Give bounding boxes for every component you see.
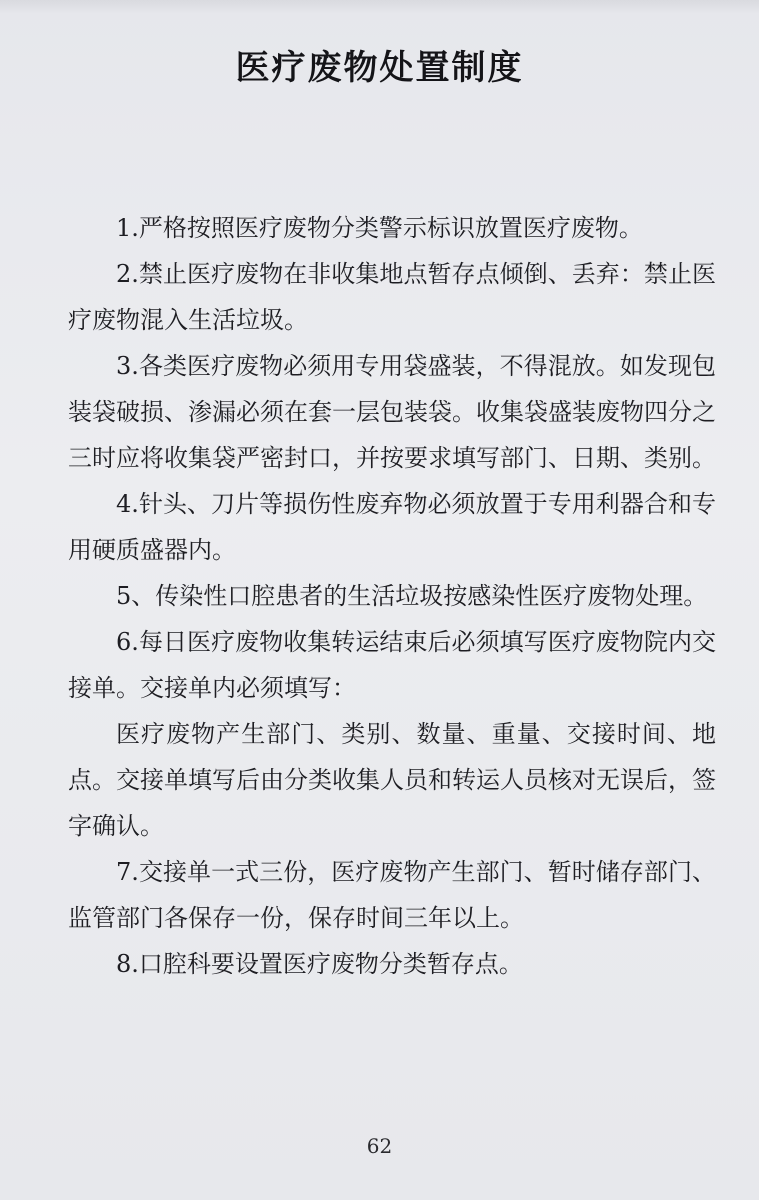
page-number: 62 — [366, 1134, 393, 1158]
page-title: 医疗废物处置制度 — [235, 48, 524, 88]
page-top-edge — [0, 0, 759, 14]
paragraph-1: 1.严格按照医疗废物分类警示标识放置医疗废物。 — [116, 214, 643, 242]
paragraph-8: 8.口腔科要设置医疗废物分类暂存点。 — [116, 950, 523, 978]
paragraph-2: 2.禁止医疗废物在非收集地点暂存点倾倒、丢弃：禁止医疗废物混入生活垃圾。 — [68, 260, 716, 334]
paragraph-3: 3.各类医疗废物必须用专用袋盛装，不得混放。如发现包装袋破损、渗漏必须在套一层包装袋。收集袋盛装废物四分之三时应将收集袋严密封口，并按要求填写部门、日期、类别。 — [68, 352, 716, 472]
paragraph-5: 5、传染性口腔患者的生活垃圾按感染性医疗废物处理。 — [116, 582, 708, 610]
document-body — [68, 205, 716, 987]
paragraph-6-detail: 医疗废物产生部门、类别、数量、重量、交接时间、地点。交接单填写后由分类收集人员和转运人员核对无误后，签字确认。 — [68, 720, 716, 840]
paragraph-7: 7.交接单一式三份，医疗废物产生部门、暂时储存部门、监管部门各保存一份，保存时间三年以上。 — [68, 858, 716, 932]
paragraph-4: 4.针头、刀片等损伤性废弃物必须放置于专用利器合和专用硬质盛器内。 — [68, 490, 716, 564]
paragraph-6: 6.每日医疗废物收集转运结束后必须填写医疗废物院内交接单。交接单内必须填写： — [68, 628, 716, 702]
